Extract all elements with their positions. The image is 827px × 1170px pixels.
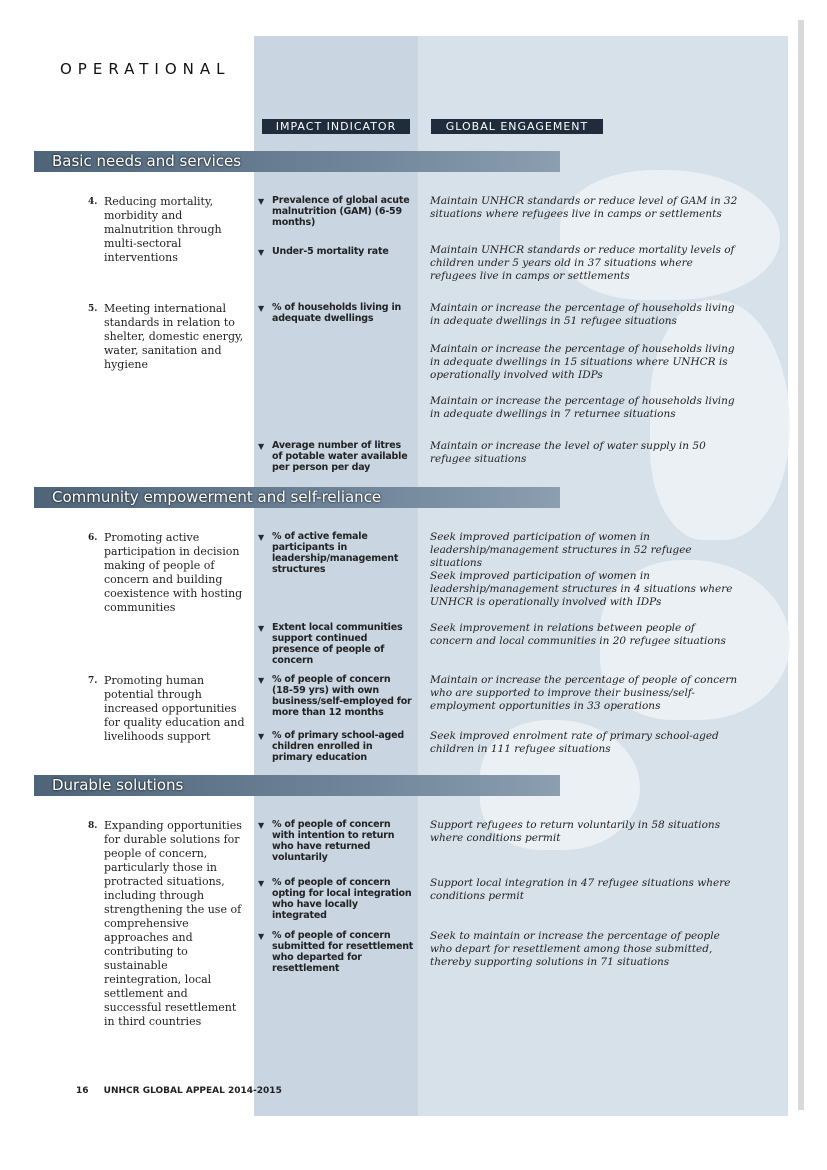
section-header [34,775,560,796]
indicator-text: Extent local communities support continued presence of people of concern [272,622,403,666]
indicator-text: % of households living in adequate dwellings [272,302,402,324]
objective [88,195,248,265]
indicator-text: % of primary school-aged children enrolled in primary education [272,730,404,763]
section-title: Basic needs and services [52,152,242,170]
impact-indicator [258,622,414,666]
global-engagement: Maintain UNHCR standards or reduce level of GAM in 32 situations where refugees live in camps or settlements [430,195,738,220]
global-engagement: Support refugees to return voluntarily in 58 situations where conditions permit [430,819,721,844]
section-header [34,487,560,508]
objective-text: Promoting human potential through increased opportunities for quality education and livelihoods support [104,674,245,743]
impact-indicator [258,877,414,921]
global-engagement: Support local integration in 47 refugee situations where conditions permit [430,877,731,902]
section-header [34,151,560,172]
indicator-text: % of people of concern submitted for resettlement who departed for resettlement [272,930,414,974]
indicator-text: % of active female participants in leadership/management structures [272,531,399,575]
objective-text: Reducing mortality, morbidity and malnutrition through multi-sectoral interventions [104,195,222,264]
global-engagement: Maintain or increase the level of water supply in 50 refugee situations [430,440,706,465]
global-engagement: Maintain or increase the percentage of households living in adequate dwellings in 51 refugee situations [430,302,735,327]
objective-text: Meeting international standards in relation to shelter, domestic energy, water, sanitation and hygiene [104,302,244,371]
impact-indicator [258,819,414,863]
triangle-bullet-icon: ▼ [258,676,264,685]
impact-indicator [258,440,414,473]
indicator-text: Prevalence of global acute malnutrition (GAM) (6-59 months) [272,195,410,228]
triangle-bullet-icon: ▼ [258,197,264,206]
objective [88,302,248,372]
impact-indicator [258,195,414,228]
indicator-text: Under-5 mortality rate [272,246,389,257]
global-engagement: Seek improvement in relations between people of concern and local communities in 20 refugee situations [430,622,726,647]
global-engagement-header: GLOBAL ENGAGEMENT [431,119,603,134]
impact-indicator-header: IMPACT INDICATOR [262,119,410,134]
global-engagement: Maintain or increase the percentage of households living in adequate dwellings in 15 situations where UNHCR is operationally involved with IDPs [430,343,735,381]
indicator-text: % of people of concern opting for local integration who have locally integrated [272,877,412,921]
impact-indicator [258,674,414,718]
objective-text: Promoting active participation in decision making of people of concern and building coexistence with hosting communities [104,531,243,614]
indicator-text: Average number of litres of potable water available per person per day [272,440,408,473]
indicator-text: % of people of concern (18-59 yrs) with own business/self-employed for more than 12 months [272,674,412,718]
objective [88,674,248,744]
global-engagement: Seek improved participation of women in leadership/management structures in 4 situations where UNHCR is operationally involved with IDPs [430,570,733,608]
objective-number: 7. [88,676,98,686]
publication-title: UNHCR GLOBAL APPEAL 2014-2015 [103,1086,282,1096]
impact-indicator [258,930,414,974]
triangle-bullet-icon: ▼ [258,932,264,941]
global-engagement: Maintain UNHCR standards or reduce mortality levels of children under 5 years old in 37 situations where refugees live in camps or settlements [430,244,735,282]
triangle-bullet-icon: ▼ [258,821,264,830]
page-number: 16 [76,1086,89,1096]
triangle-bullet-icon: ▼ [258,248,264,257]
objective-number: 6. [88,533,98,543]
triangle-bullet-icon: ▼ [258,442,264,451]
triangle-bullet-icon: ▼ [258,533,264,542]
objective [88,531,248,615]
triangle-bullet-icon: ▼ [258,624,264,633]
footer [76,1086,282,1096]
section-title: Community empowerment and self-reliance [52,488,382,506]
triangle-bullet-icon: ▼ [258,304,264,313]
page-edge [798,20,804,1110]
impact-indicator [258,531,414,575]
objective-number: 4. [88,197,98,207]
section-title: Durable solutions [52,776,184,794]
objective-number: 5. [88,304,98,314]
global-engagement: Maintain or increase the percentage of households living in adequate dwellings in 7 returnee situations [430,395,735,420]
objective [88,819,248,1029]
impact-indicator [258,730,414,763]
impact-indicator [258,302,414,324]
triangle-bullet-icon: ▼ [258,879,264,888]
triangle-bullet-icon: ▼ [258,732,264,741]
indicator-text: % of people of concern with intention to return who have returned voluntarily [272,819,395,863]
global-engagement: Seek improved enrolment rate of primary school-aged children in 111 refugee situations [430,730,719,755]
page-title: OPERATIONAL [60,60,231,78]
impact-indicator [258,246,414,257]
global-engagement: Maintain or increase the percentage of people of concern who are supported to improve their business/self-employment opportunities in 33 operations [430,674,738,712]
global-engagement: Seek improved participation of women in leadership/management structures in 52 refugee situations [430,531,692,569]
objective-text: Expanding opportunities for durable solutions for people of concern, particularly those in protracted situations, including through strengthening the use of comprehensive approaches and contributing to sustainable reintegration, local settlement and successful resettlement in third countries [104,819,242,1028]
objective-number: 8. [88,821,98,831]
global-engagement: Seek to maintain or increase the percentage of people who depart for resettlement among those submitted, thereby supporting solutions in 71 situations [430,930,720,968]
